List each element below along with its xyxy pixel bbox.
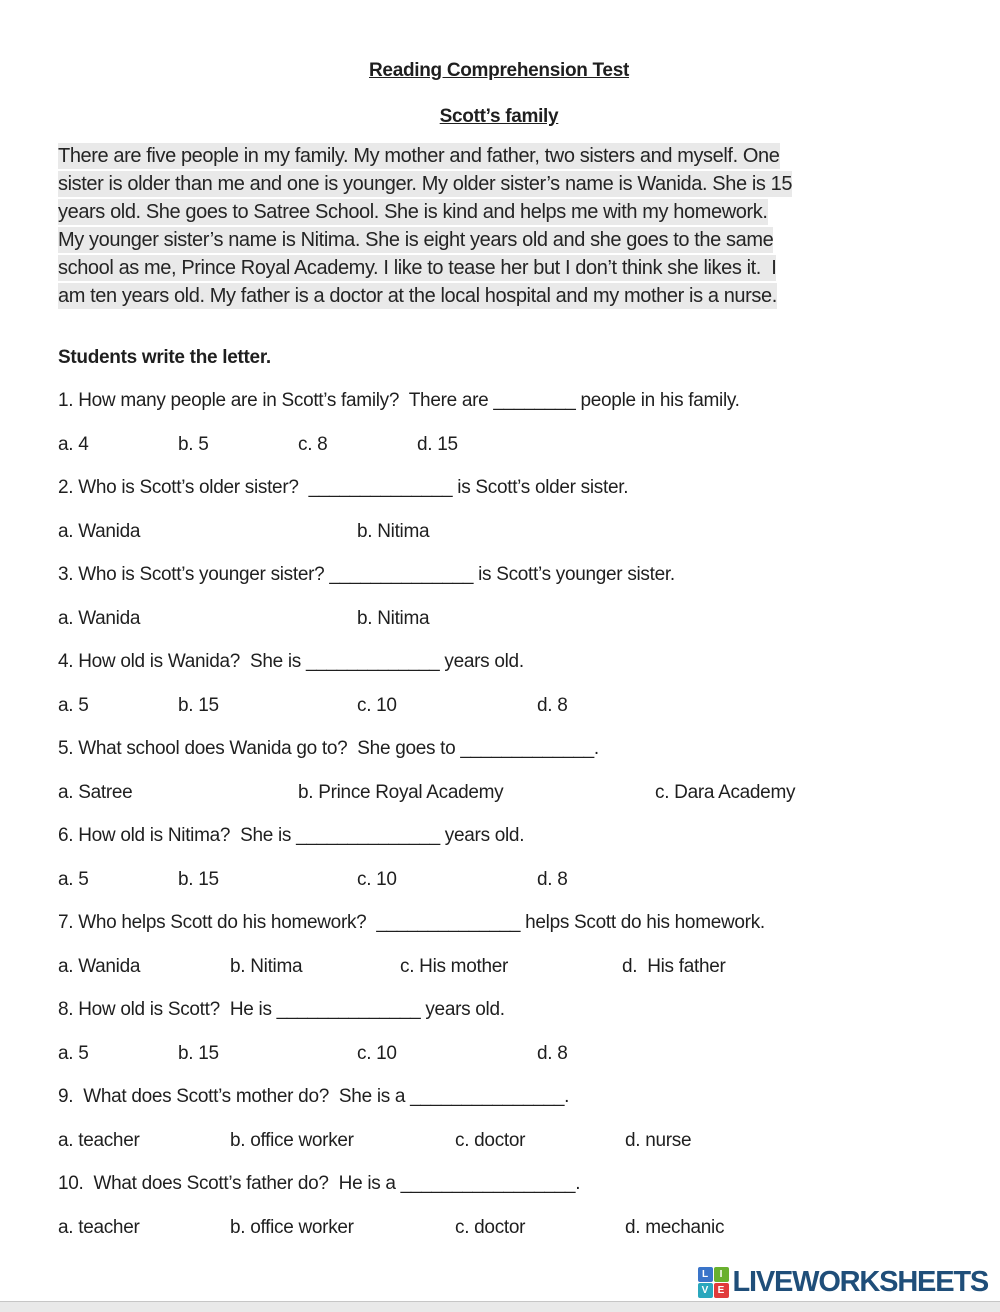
option-d: d. nurse xyxy=(625,1130,692,1151)
logo-square-l: L xyxy=(698,1267,713,1282)
option-a: a. 5 xyxy=(58,695,89,716)
options-row xyxy=(58,521,940,543)
question-block-10 xyxy=(58,1173,940,1239)
question-block-5 xyxy=(58,738,940,804)
options-row xyxy=(58,782,940,804)
question-block-3 xyxy=(58,564,940,630)
option-a: a. Satree xyxy=(58,782,133,803)
option-d: d. 15 xyxy=(417,434,458,455)
options-row xyxy=(58,869,940,891)
option-b: b. Nitima xyxy=(357,608,430,629)
question-text: 2. Who is Scott’s older sister? ______________ is Scott’s older sister. xyxy=(58,477,629,498)
logo-square-v: V xyxy=(698,1283,713,1298)
question-block-1 xyxy=(58,390,940,456)
option-d: d. His father xyxy=(622,956,726,977)
bottom-bar xyxy=(0,1301,1000,1312)
question-text: 4. How old is Wanida? She is _____________ years old. xyxy=(58,651,524,672)
question-block-9 xyxy=(58,1086,940,1152)
option-a: a. 4 xyxy=(58,434,89,455)
option-b: b. 5 xyxy=(178,434,209,455)
option-b: b. 15 xyxy=(178,1043,219,1064)
option-c: c. His mother xyxy=(400,956,509,977)
question-text: 7. Who helps Scott do his homework? ______________ helps Scott do his homework. xyxy=(58,912,765,933)
question-text: 10. What does Scott’s father do? He is a _________________. xyxy=(58,1173,581,1194)
option-a: a. Wanida xyxy=(58,956,141,977)
option-b: b. Nitima xyxy=(357,521,430,542)
option-a: a. Wanida xyxy=(58,521,141,542)
options-row xyxy=(58,1043,940,1065)
option-a: a. 5 xyxy=(58,869,89,890)
page-subtitle: Scott’s family xyxy=(439,106,559,127)
option-c: c. 10 xyxy=(357,695,397,716)
instruction-text: Students write the letter. xyxy=(58,347,271,368)
option-c: c. Dara Academy xyxy=(655,782,796,803)
options-row xyxy=(58,956,940,978)
page-title: Reading Comprehension Test xyxy=(369,60,629,81)
option-d: d. 8 xyxy=(537,695,568,716)
option-a: a. teacher xyxy=(58,1130,140,1151)
passage-line-text: am ten years old. My father is a doctor at the local hospital and my mother is a nurse. xyxy=(58,285,777,307)
brand-text: LIVEWORKSHEETS xyxy=(732,1266,988,1298)
passage-line-text: There are five people in my family. My mother and father, two sisters and myself. One xyxy=(58,145,780,167)
option-b: b. Nitima xyxy=(230,956,303,977)
question-text: 9. What does Scott’s mother do? She is a _______________. xyxy=(58,1086,570,1107)
question-block-7 xyxy=(58,912,940,978)
question-block-8 xyxy=(58,999,940,1065)
option-b: b. office worker xyxy=(230,1217,354,1238)
option-a: a. 5 xyxy=(58,1043,89,1064)
option-c: c. doctor xyxy=(455,1217,526,1238)
option-c: c. 10 xyxy=(357,869,397,890)
options-row xyxy=(58,434,940,456)
question-text: 5. What school does Wanida go to? She goes to _____________. xyxy=(58,738,599,759)
option-a: a. Wanida xyxy=(58,608,141,629)
option-d: d. 8 xyxy=(537,1043,568,1064)
option-d: d. mechanic xyxy=(625,1217,725,1238)
options-row xyxy=(58,608,940,630)
passage-line-text: years old. She goes to Satree School. She is kind and helps me with my homework. xyxy=(58,201,768,223)
passage-line xyxy=(58,255,940,283)
passage-line-text: My younger sister’s name is Nitima. She is eight years old and she goes to the same xyxy=(58,229,774,251)
passage-line xyxy=(58,199,940,227)
question-block-2 xyxy=(58,477,940,543)
options-row xyxy=(58,695,940,717)
question-text: 1. How many people are in Scott’s family? There are ________ people in his family. xyxy=(58,390,740,411)
option-d: d. 8 xyxy=(537,869,568,890)
option-c: c. doctor xyxy=(455,1130,526,1151)
question-block-4 xyxy=(58,651,940,717)
question-block-6 xyxy=(58,825,940,891)
passage-line-text: sister is older than me and one is younger. My older sister’s name is Wanida. She is 15 xyxy=(58,173,793,195)
question-text: 8. How old is Scott? He is ______________ years old. xyxy=(58,999,505,1020)
option-a: a. teacher xyxy=(58,1217,140,1238)
liveworksheets-logo[interactable] xyxy=(698,1267,989,1298)
option-b: b. 15 xyxy=(178,869,219,890)
passage-line xyxy=(58,143,940,171)
reading-passage xyxy=(58,143,940,311)
option-b: b. office worker xyxy=(230,1130,354,1151)
question-text: 3. Who is Scott’s younger sister? ______________ is Scott’s younger sister. xyxy=(58,564,675,585)
passage-line-text: school as me, Prince Royal Academy. I like to tease her but I don’t think she likes it. I xyxy=(58,257,777,279)
logo-square-e: E xyxy=(714,1283,729,1298)
option-c: c. 10 xyxy=(357,1043,397,1064)
option-b: b. 15 xyxy=(178,695,219,716)
passage-line xyxy=(58,227,940,255)
option-b: b. Prince Royal Academy xyxy=(298,782,504,803)
passage-line xyxy=(58,283,940,311)
passage-line xyxy=(58,171,940,199)
option-c: c. 8 xyxy=(298,434,328,455)
options-row xyxy=(58,1217,940,1239)
liveworksheets-logo-icon xyxy=(698,1267,729,1298)
logo-square-i: I xyxy=(714,1267,729,1282)
options-row xyxy=(58,1130,940,1152)
question-text: 6. How old is Nitima? She is ______________ years old. xyxy=(58,825,525,846)
